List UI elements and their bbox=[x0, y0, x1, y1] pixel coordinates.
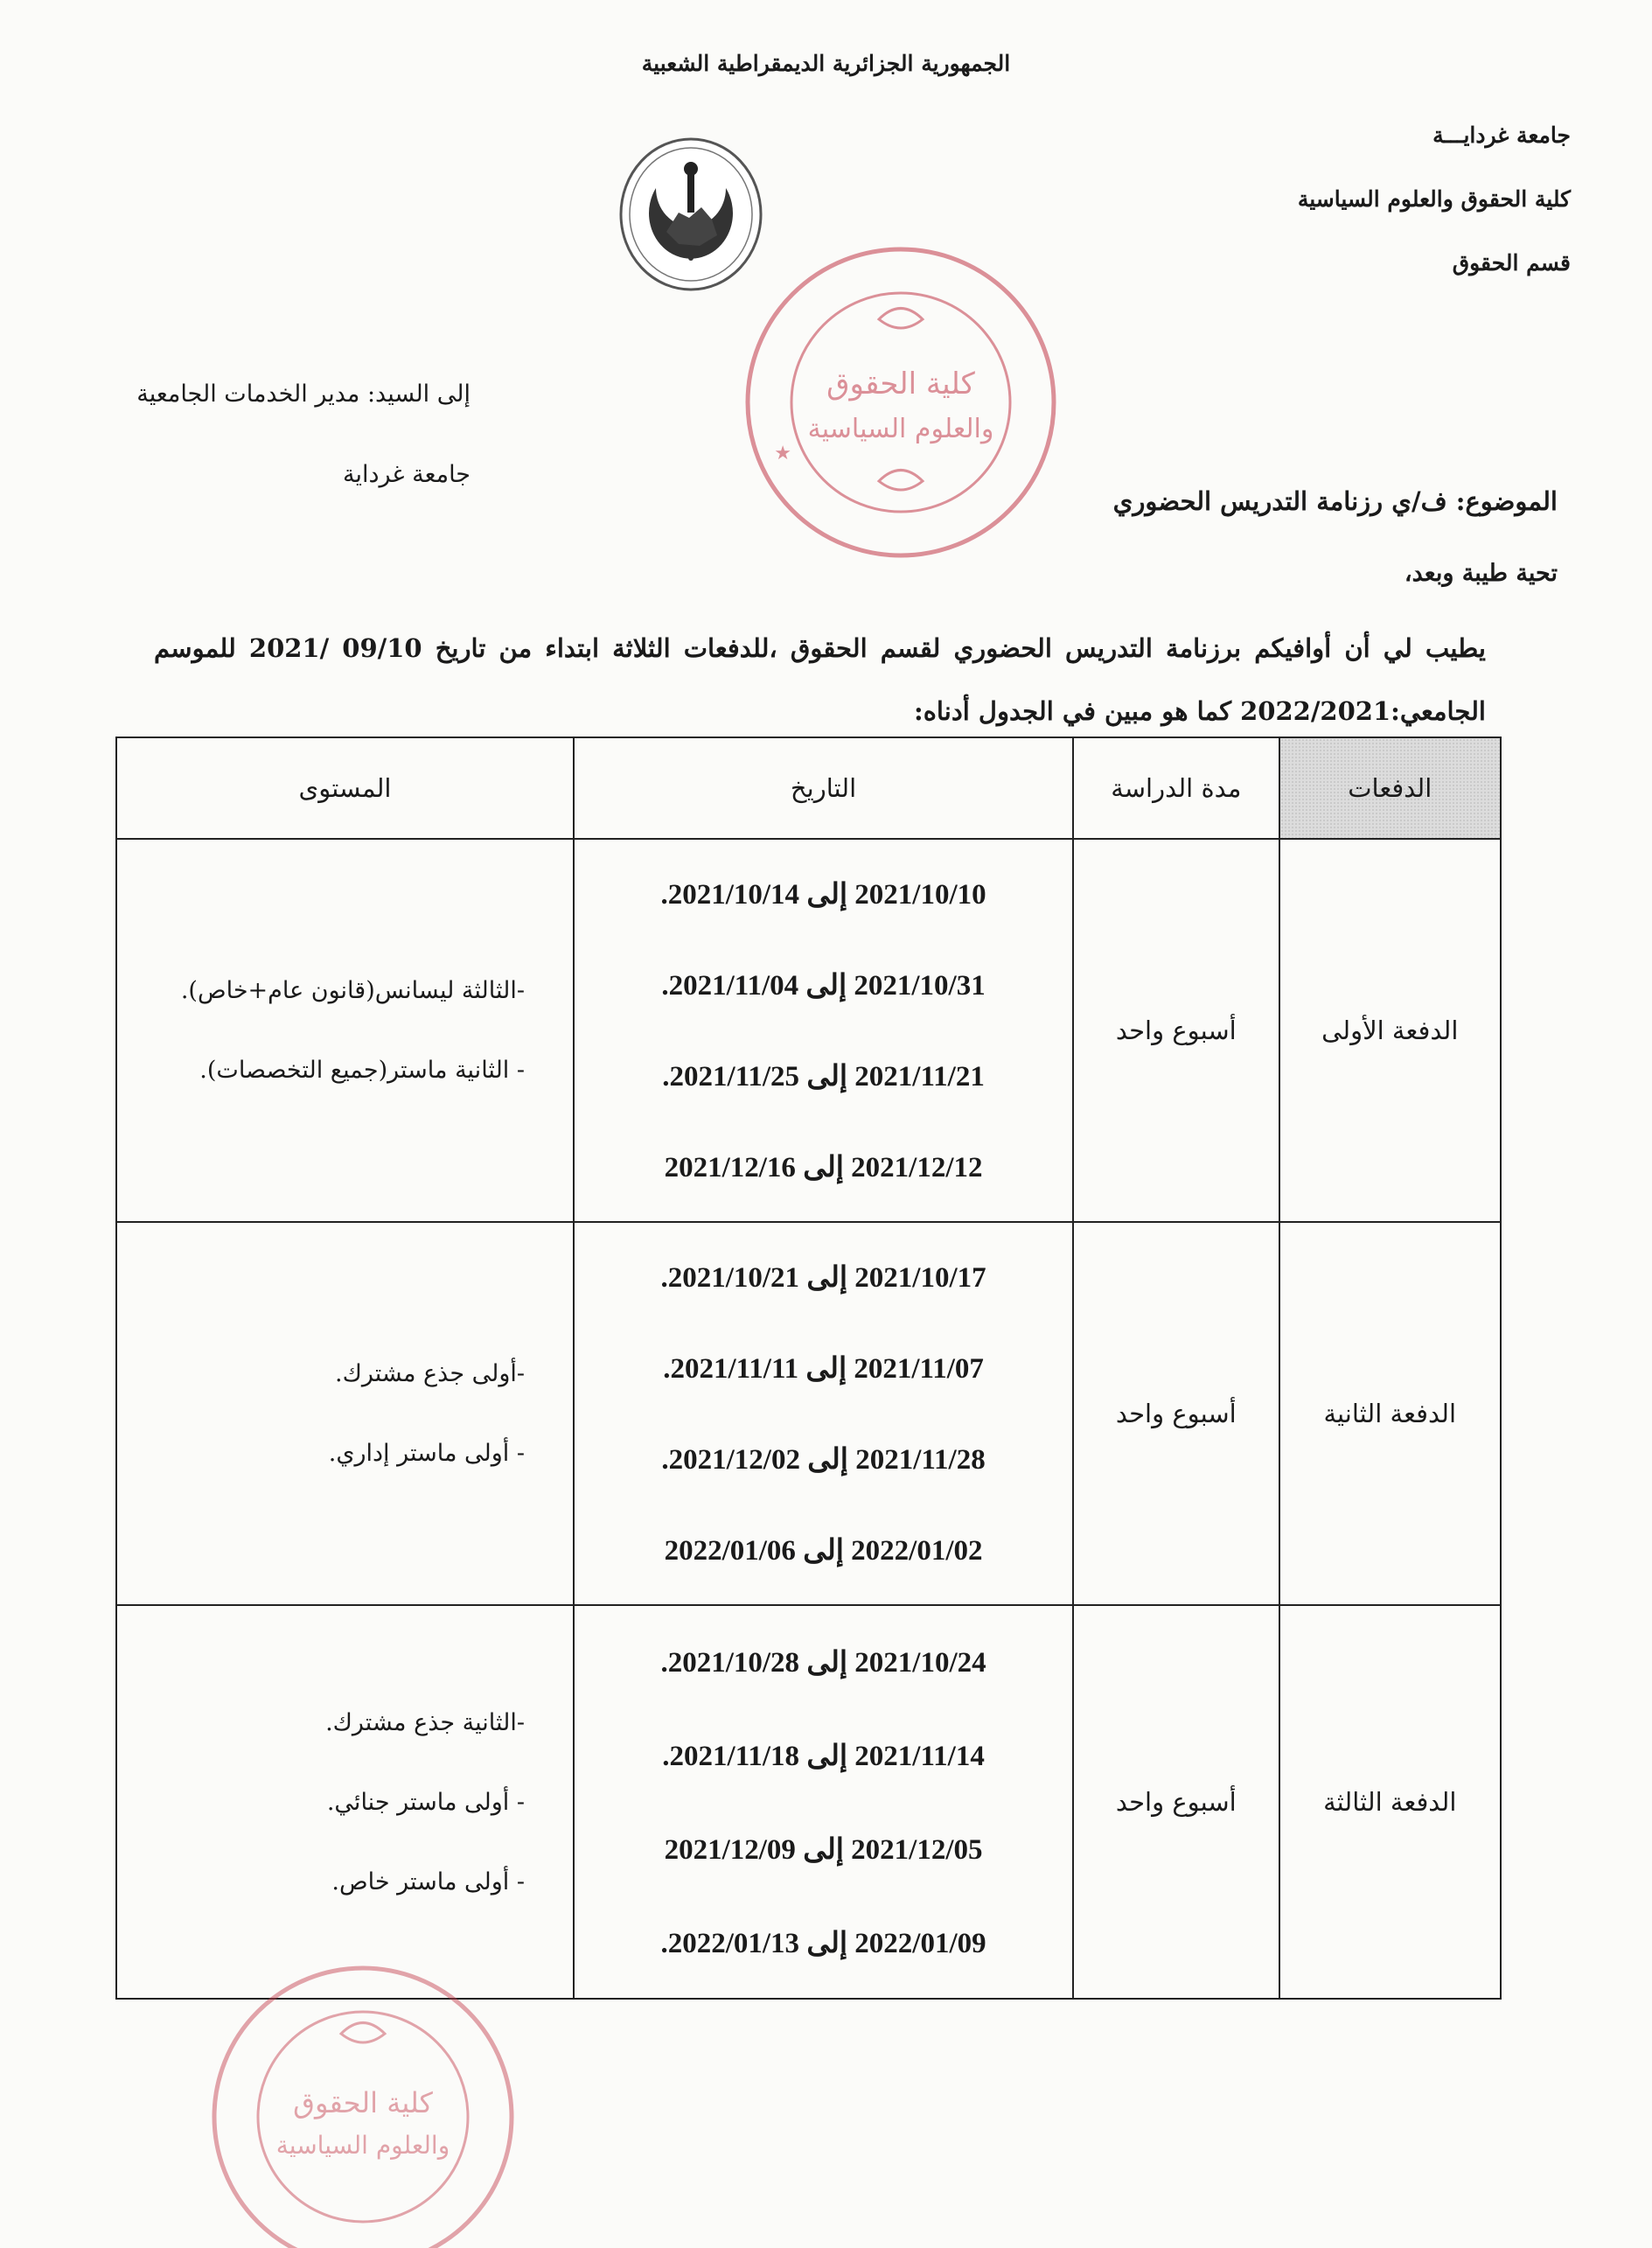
date-range: 2022/01/09 إلى 2022/01/13. bbox=[660, 1927, 986, 1959]
stamp-bottom-text-1: كلية الحقوق bbox=[293, 2086, 433, 2119]
level-item: - أولى ماستر خاص. bbox=[331, 1868, 526, 1895]
date-range: 2021/10/24 إلى 2021/10/28. bbox=[660, 1646, 986, 1679]
university-name: جامعة غردايـــة bbox=[1432, 122, 1571, 148]
date-cell bbox=[574, 1222, 1073, 1605]
subject-line: الموضوع: ف/ي رزنامة التدريس الحضوري bbox=[1112, 486, 1558, 516]
level-item: -الثانية جذع مشترك. bbox=[325, 1708, 526, 1736]
level-item: -أولى جذع مشترك. bbox=[335, 1360, 526, 1387]
table-row bbox=[116, 1605, 1501, 1999]
study-duration: أسبوع واحد bbox=[1073, 1222, 1279, 1605]
recipient-org: جامعة غرداية bbox=[343, 461, 471, 488]
svg-text:★: ★ bbox=[774, 443, 791, 464]
date-range: 2021/10/10 إلى 2021/10/14. bbox=[660, 879, 986, 911]
header-duration: مدة الدراسة bbox=[1073, 737, 1279, 839]
date-range: 2021/10/17 إلى 2021/10/21. bbox=[660, 1262, 986, 1294]
date-range: 2021/11/07 إلى 2021/11/11. bbox=[663, 1353, 984, 1385]
stamp-bottom-text-2: والعلوم السياسية bbox=[275, 2131, 450, 2160]
faculty-stamp-icon bbox=[739, 241, 1063, 564]
level-cell bbox=[116, 839, 574, 1222]
department-name: قسم الحقوق bbox=[1452, 250, 1571, 276]
schedule-table bbox=[115, 737, 1502, 2000]
date-cell bbox=[574, 839, 1073, 1222]
batch-name: الدفعة الثانية bbox=[1279, 1222, 1501, 1605]
republic-title: الجمهورية الجزائرية الديمقراطية الشعبية bbox=[641, 51, 1011, 76]
date-range: 2021/12/12 إلى 2021/12/16 bbox=[664, 1152, 983, 1183]
recipient-block bbox=[68, 354, 471, 515]
faculty-stamp-bottom-icon bbox=[206, 1959, 520, 2248]
level-item: - أولى ماستر جنائي. bbox=[326, 1788, 526, 1816]
table-row bbox=[116, 839, 1501, 1222]
batch-name: الدفعة الأولى bbox=[1279, 839, 1501, 1222]
level-cell bbox=[116, 1222, 574, 1605]
level-item: - الثانية ماستر(جميع التخصصات). bbox=[199, 1057, 526, 1084]
stamp-text-1: كلية الحقوق bbox=[826, 367, 975, 401]
date-range: 2021/11/14 إلى 2021/11/18. bbox=[662, 1740, 985, 1772]
date-range: 2021/10/31 إلى 2021/11/04. bbox=[661, 970, 986, 1002]
date-range: 2021/12/05 إلى 2021/12/09 bbox=[664, 1833, 983, 1866]
study-duration: أسبوع واحد bbox=[1073, 1605, 1279, 1999]
date-range: 2022/01/02 إلى 2022/01/06 bbox=[664, 1535, 983, 1567]
table-row bbox=[116, 1222, 1501, 1605]
date-range: 2021/11/28 إلى 2021/12/02. bbox=[661, 1444, 986, 1476]
body-paragraph: يطيب لي أن أوافيكم برزنامة التدريس الحضوري لقسم الحقوق ،للدفعات الثلاثة ابتداء من تاريخ 09/10 /2021 للموسم الجامعي:2022/2021 كما هو مبين في الجدول أدناه: bbox=[154, 633, 1486, 726]
faculty-name: كلية الحقوق والعلوم السياسية bbox=[1297, 186, 1571, 212]
batch-name: الدفعة الثالثة bbox=[1279, 1605, 1501, 1999]
level-item: - أولى ماستر إداري. bbox=[328, 1440, 526, 1467]
study-duration: أسبوع واحد bbox=[1073, 839, 1279, 1222]
greeting: تحية طيبة وبعد، bbox=[1404, 560, 1558, 587]
level-cell bbox=[116, 1605, 574, 1999]
header-level: المستوى bbox=[116, 737, 574, 839]
table-header-row bbox=[116, 737, 1501, 839]
date-range: 2021/11/21 إلى 2021/11/25. bbox=[662, 1061, 985, 1093]
stamp-text-2: والعلوم السياسية bbox=[807, 414, 994, 444]
date-cell bbox=[574, 1605, 1073, 1999]
level-item: -الثالثة ليسانس(قانون عام+خاص). bbox=[180, 977, 526, 1004]
header-date: التاريخ bbox=[574, 737, 1073, 839]
header-batch: الدفعات bbox=[1279, 737, 1501, 839]
recipient-to: إلى السيد: مدير الخدمات الجامعية bbox=[136, 380, 471, 408]
institution-block bbox=[1298, 103, 1571, 295]
